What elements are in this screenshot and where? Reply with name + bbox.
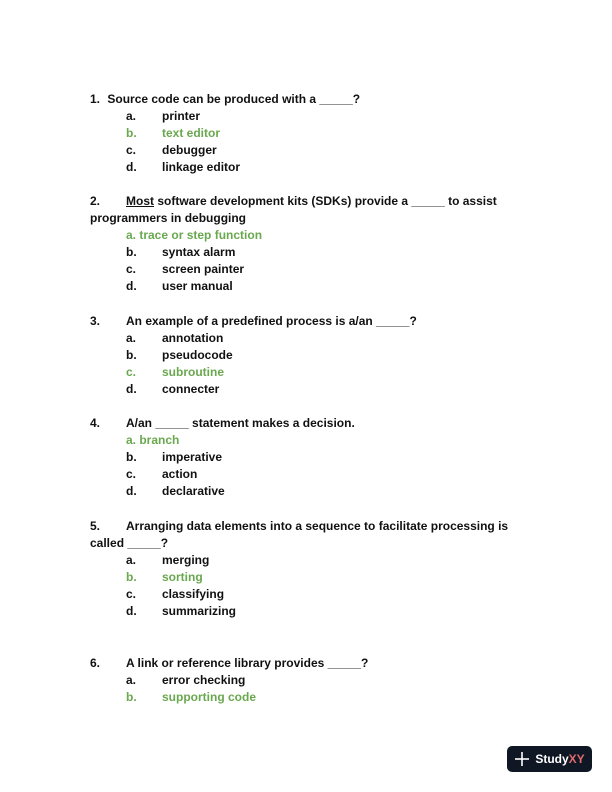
logo-text: Study (535, 752, 569, 766)
question-2-option-b-text: syntax alarm (162, 245, 236, 259)
logo-accent: XY (568, 752, 585, 766)
question-4-option-c: c. (126, 467, 137, 481)
question-2-option-a: a. trace or step function (126, 228, 263, 242)
question-3-option-b: b. (126, 348, 137, 362)
question-5-number: 5. (90, 519, 101, 533)
question-6-number: 6. (90, 656, 101, 670)
question-5-text-line2: called _____? (90, 536, 169, 550)
question-6-option-b: b. (126, 690, 137, 704)
question-3-option-c: c. (126, 365, 137, 379)
question-2-option-b: b. (126, 245, 137, 259)
question-4-number: 4. (90, 416, 101, 430)
question-5-option-d: d. (126, 604, 137, 618)
question-5-text: Arranging data elements into a sequence to facilitate processing is (126, 519, 509, 533)
question-2-option-c-text: screen painter (162, 262, 245, 276)
question-3-option-a: a. (126, 331, 137, 345)
question-5-option-b: b. (126, 570, 137, 584)
question-3-option-a-text: annotation (162, 331, 224, 345)
question-1-option-a-text: printer (162, 109, 201, 123)
question-4-option-d-text: declarative (162, 484, 225, 498)
question-4-option-c-text: action (162, 467, 198, 481)
question-5-option-d-text: summarizing (162, 604, 237, 618)
question-2-underlined-word: Most (126, 194, 154, 208)
question-1-option-b: b. (126, 126, 137, 140)
question-5-option-a-text: merging (162, 553, 210, 567)
question-1-option-d: d. (126, 160, 137, 174)
question-2-option-d-text: user manual (162, 279, 233, 293)
question-5-option-c: c. (126, 587, 137, 601)
question-3-option-b-text: pseudocode (162, 348, 233, 362)
question-1 (90, 91, 360, 107)
question-6-option-a-text: error checking (162, 673, 246, 687)
question-5-option-c-text: classifying (162, 587, 225, 601)
question-5-option-b-text: sorting (162, 570, 203, 584)
question-4-option-b: b. (126, 450, 137, 464)
question-1-option-a (126, 108, 136, 124)
question-2-text-line2: programmers in debugging (90, 211, 247, 225)
question-1-option-d-text: linkage editor (162, 160, 241, 174)
question-1-number: 1. (90, 92, 101, 106)
question-3-option-d: d. (126, 382, 137, 396)
option-letter: a. (126, 109, 137, 123)
question-3-option-d-text: connecter (162, 382, 220, 396)
question-2-text (126, 193, 497, 209)
studyxy-logo[interactable] (507, 746, 592, 772)
question-4-text: A/an _____ statement makes a decision. (126, 416, 355, 430)
question-4-option-d: d. (126, 484, 137, 498)
question-1-text: Source code can be produced with a _____? (107, 92, 361, 106)
question-2-number: 2. (90, 194, 101, 208)
question-2-option-c: c. (126, 262, 137, 276)
plus-icon (514, 751, 530, 767)
question-2-text-rest: software development kits (SDKs) provide a _____ to assist (154, 194, 497, 208)
question-1-option-b-text: text editor (162, 126, 221, 140)
question-4-option-b-text: imperative (162, 450, 223, 464)
question-1-option-c: c. (126, 143, 137, 157)
question-3-number: 3. (90, 314, 101, 328)
question-4-option-a: a. branch (126, 433, 180, 447)
question-5-option-a: a. (126, 553, 137, 567)
question-2-option-d: d. (126, 279, 137, 293)
question-1-option-c-text: debugger (162, 143, 217, 157)
question-6-text: A link or reference library provides _____? (126, 656, 369, 670)
question-6-option-a: a. (126, 673, 137, 687)
question-6-option-b-text: supporting code (162, 690, 256, 704)
question-3-option-c-text: subroutine (162, 365, 224, 379)
question-3-text: An example of a predefined process is a/an _____? (126, 314, 417, 328)
